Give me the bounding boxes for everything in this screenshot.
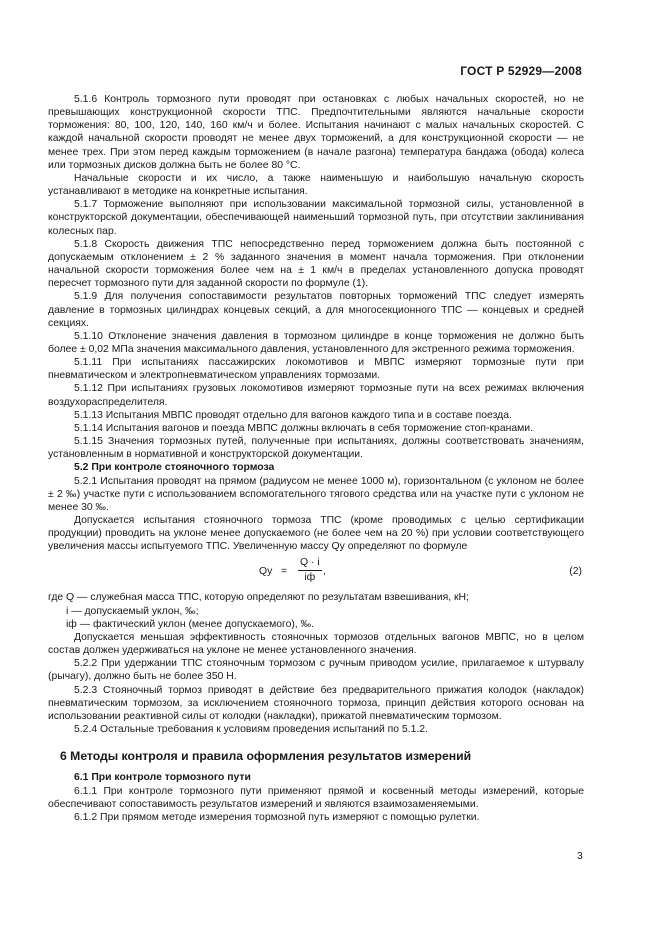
formula-comma: , [323,566,326,578]
formula-equals: = [281,566,288,578]
formula-fraction [298,556,322,583]
definition-i-f: iф — фактический уклон (менее допускаемого), ‰. [66,618,314,630]
paragraph-5-1-15: 5.1.15 Значения тормозных путей, полученные при испытаниях, должны соответствовать значениям, установленным в нормативной и конструкторской документации. [48,436,584,461]
formula-numerator: Q · i [298,556,322,570]
document-header: ГОСТ Р 52929—2008 [460,64,582,78]
subsection-title-6-1: 6.1 При контроле тормозного пути [74,772,251,784]
paragraph-5-2-4: 5.2.4 Остальные требования к условиям проведения испытаний по 5.1.2. [74,724,428,736]
paragraph-5-1-12: 5.1.12 При испытаниях грузовых локомотивов измеряют тормозные пути на всех режимах включения воздухораспределителя. [48,383,584,408]
paragraph-5-1-7: 5.1.7 Торможение выполняют при использовании максимальной тормозной силы, установленной в конструкторской документации, обеспечивающей наименьший тормозной путь, при отсутствии заклинивания колесных пар. [48,199,584,237]
paragraph-mvps-efficiency: Допускается меньшая эффективность стояночных тормозов отдельных вагонов МВПС, но в целом состав должен удерживаться на уклоне не менее установленного значения. [48,631,584,657]
paragraph-6-1-1: 6.1.1 При контроле тормозного пути применяют прямой и косвенный методы измерений, которые обеспечивают сопоставимость результатов измерений и являются взаимозаменяемыми. [48,785,584,810]
paragraph-5-2-2: 5.2.2 При удержании ТПС стояночным тормозом с ручным приводом усилие, прилагаемое к штурвалу (рычагу), должно быть не более 350 Н. [48,658,584,683]
paragraph-5-1-13: 5.1.13 Испытания МВПС проводят отдельно для вагонов каждого типа и в составе поезда. [74,409,512,421]
paragraph-5-1-10: 5.1.10 Отклонение значения давления в тормозном цилиндре в конце торможения не должно быть более ± 0,02 МПа значения максимального давления, установленного для экстренного режима торможения. [48,330,584,355]
section-title-6: 6 Методы контроля и правила оформления результатов измерений [60,749,472,764]
formula-2 [48,555,584,591]
formula-lhs: Qу [259,566,273,578]
paragraph-6-1-2: 6.1.2 При прямом методе измерения тормозной путь измеряют с помощью рулетки. [74,811,480,823]
definition-q: где Q — служебная масса ТПС, которую определяют по результатам взвешивания, кН; [48,592,469,604]
definition-i: i — допускаемый уклон, ‰; [66,605,199,617]
paragraph-5-1-14: 5.1.14 Испытания вагонов и поезда МВПС должны включать в себя торможение стоп-кранами. [74,422,533,434]
formula-number: (2) [569,566,582,578]
document-body [48,93,584,824]
page-number: 3 [577,851,583,862]
subsection-title-5-2: 5.2 При контроле стояночного тормоза [74,462,275,474]
paragraph-5-2-3: 5.2.3 Стояночный тормоз приводят в действие без предварительного прижатия колодок (накладок) пневматическим тормозом, за исключением стояночного тормоза, принцип действия которого основан на использовании реактивной силы от колодки (накладки), прижатой пневматическим тормозом. [48,684,584,722]
formula-denominator: iф [304,571,316,583]
paragraph-5-1-9: 5.1.9 Для получения сопоставимости результатов повторных торможений ТПС следует измерять давление в тормозных цилиндрах концевых секций, а для многосекционного ТПС — концевых и средней секциях. [48,291,584,329]
paragraph-allowed-testing: Допускается испытания стояночного тормоза ТПС (кроме проводимых с целью сертификации продукции) проводить на уклоне менее допускаемого (не более чем на 20 %) при условии соответствующего увеличения массы испытуемого ТПС. Увеличенную массу Qу определяют по формуле [48,515,584,553]
paragraph-5-1-8: 5.1.8 Скорость движения ТПС непосредственно перед торможением должна быть постоянной с допускаемым отклонением ± 2 % заданного значения в момент начала торможения. При отклонении начальной скорости торможения более чем на ± 1 км/ч в пределах установленного допуска проводят пересчет тормозного пути для заданной скорости по формуле (1). [48,238,584,290]
paragraph-5-1-6: 5.1.6 Контроль тормозного пути проводят при остановках с любых начальных скоростей, но не превышающих конструкционной скорости ТПС. Предпочтительными являются начальные скорости торможения: 80, 100, 120, 140, 160 км/ч и более. Испытания начинают с малых начальных скоростей. С каждой начальной скорости проводят не менее двух торможений, а для конструкционной скорости — не менее трех. При этом перед каждым торможением (в начале разгона) температура бандажа (обода) колеса или тормозных дисков должна быть не более 80 °С. [48,94,584,171]
paragraph-initial-speeds: Начальные скорости и их число, а также наименьшую и наибольшую начальную скорость устанавливают в методике на конкретные испытания. [48,172,584,198]
paragraph-5-1-11: 5.1.11 При испытаниях пассажирских локомотивов и МВПС измеряют тормозные пути при пневматическом и электропневматическом управлениях тормозами. [48,357,584,382]
paragraph-5-2-1: 5.2.1 Испытания проводят на прямом (радиусом не менее 1000 м), горизонтальном (с уклоном не более ± 2 ‰) участке пути с использованием вспомогательного тягового средства или на участке пути с уклоном не менее 30 ‰. [48,475,584,513]
